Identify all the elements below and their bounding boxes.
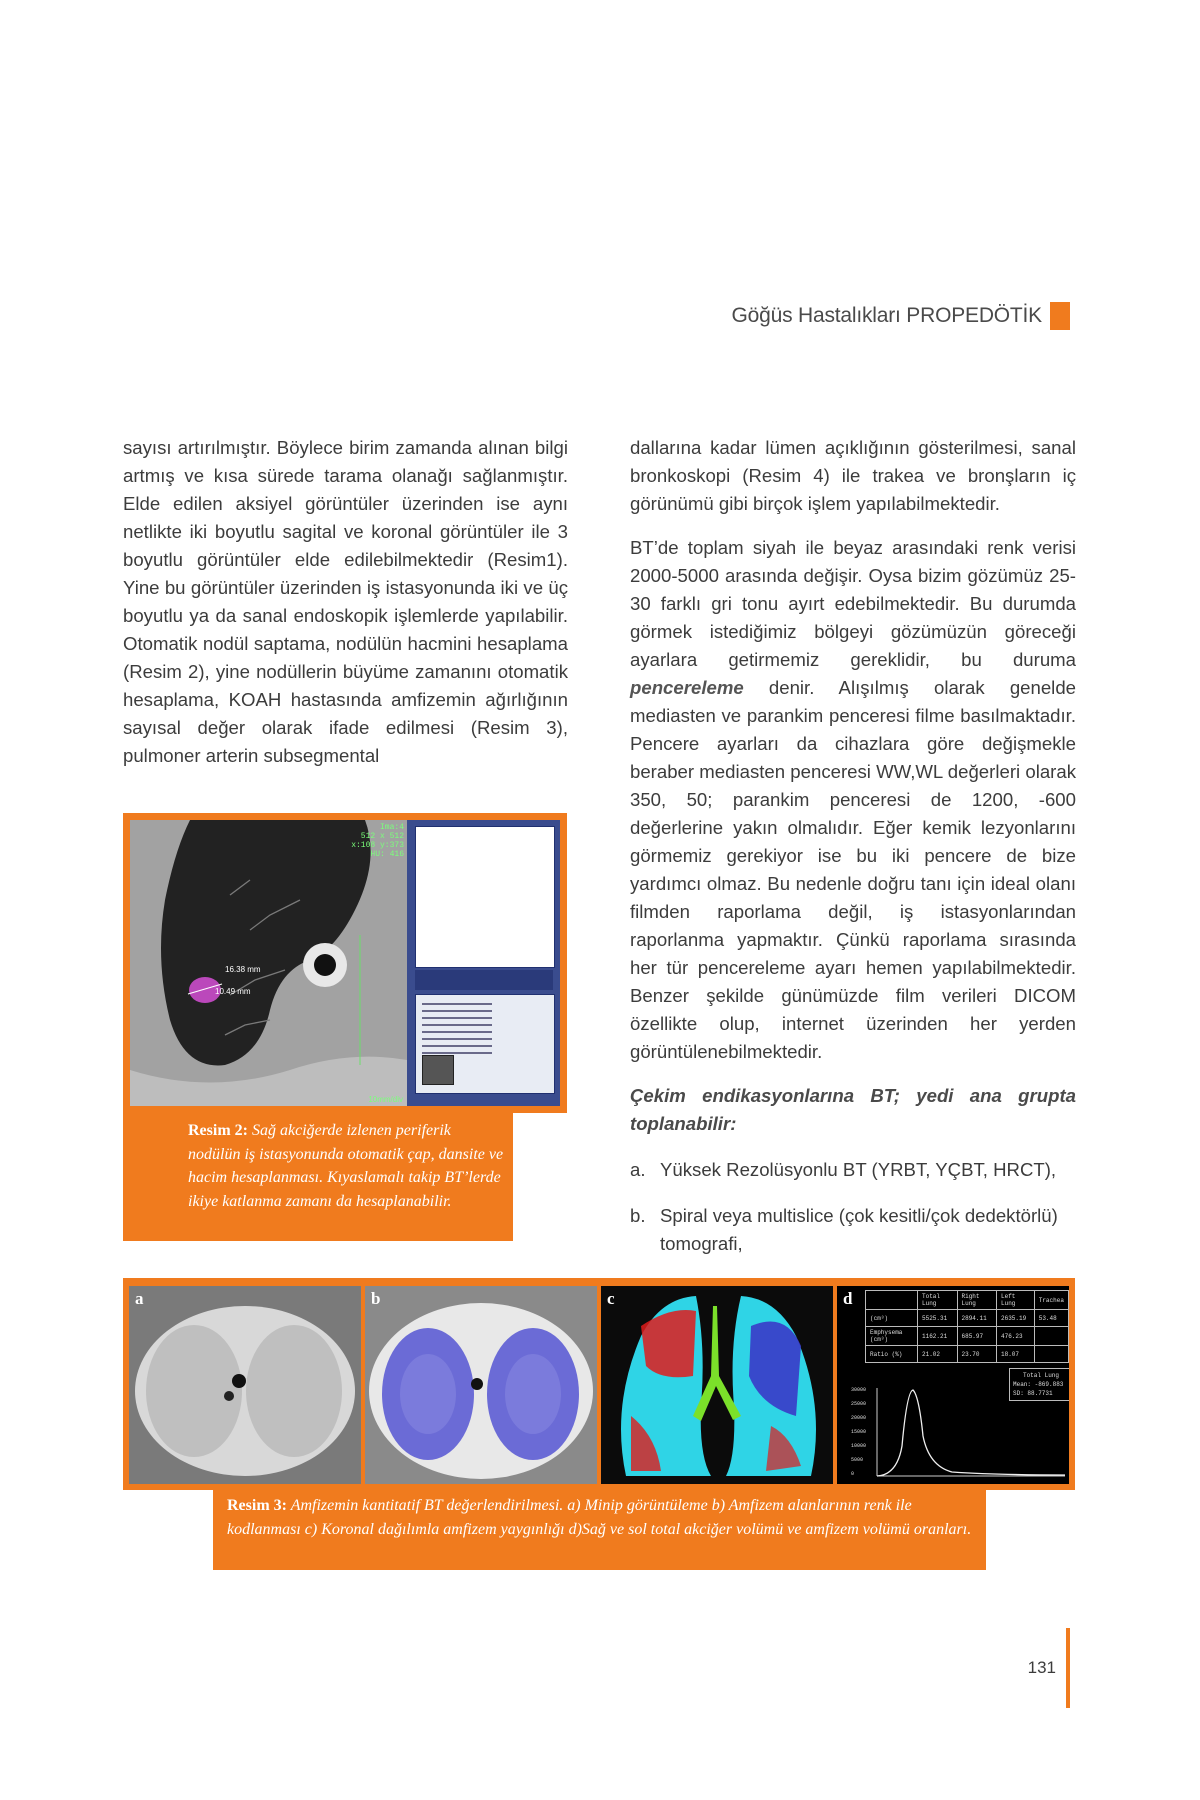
y-tick: 0: [851, 1471, 855, 1477]
table-cell: 2894.11: [957, 1310, 997, 1327]
list-item: [630, 1202, 1076, 1258]
workstation-panel: [407, 820, 560, 1106]
list-item: [630, 1156, 1076, 1184]
table-header: Right Lung: [957, 1291, 997, 1310]
panel-label: b: [371, 1289, 381, 1308]
figure-3-caption: [213, 1490, 986, 1570]
panel-label: d: [843, 1289, 853, 1308]
minip-lung-graphic: [129, 1286, 361, 1484]
list-letter: b.: [630, 1205, 646, 1226]
legend-mean: Mean: -869.883: [1013, 1381, 1064, 1388]
header-accent-block: [1050, 302, 1070, 330]
measure-label-2: 10.49 mm: [215, 987, 251, 996]
figure-3: [123, 1278, 1075, 1490]
table-cell: 18.07: [997, 1346, 1035, 1363]
table-cell: 23.70: [957, 1346, 997, 1363]
indications-subheading: Çekim endikasyonlarına BT; yedi ana grupta toplanabilir:: [630, 1085, 1076, 1134]
y-tick: 15000: [851, 1429, 867, 1435]
coronal-lung-graphic: [601, 1286, 833, 1484]
y-tick: 30000: [851, 1387, 867, 1393]
toolbar: [415, 970, 553, 990]
page-number: 131: [1027, 1658, 1056, 1677]
nodule-details-panel: [415, 994, 555, 1094]
table-cell: Ratio (%): [866, 1346, 918, 1363]
readout-line: Ima:4: [379, 823, 404, 832]
emphasized-term: pencereleme: [630, 677, 744, 698]
table-cell: 476.23: [997, 1327, 1035, 1346]
table-header: Trachea: [1034, 1291, 1068, 1310]
table-header: Left Lung: [997, 1291, 1035, 1310]
panel-c-coronal: [601, 1286, 833, 1484]
list-text: Spiral veya multislice (çok kesitli/çok dedektörlü) tomografi,: [660, 1205, 1058, 1254]
legend-sd: SD: 88.7731: [1013, 1390, 1053, 1397]
table-cell: 21.02: [918, 1346, 958, 1363]
table-cell: 53.48: [1034, 1310, 1068, 1327]
paragraph-2-part-b: denir. Alışılmış olarak genelde mediasten ve parankim penceresi filme basılmaktadır. Pencere ayarları da cihazlara göre değişmekle beraber mediasten penceresi WW,WL değerleri olarak 350, 50; parankim penceresi de 1200, -600 değerlerine yakın olmalıdır. Eğer kemik lezyonlarını görmemiz gerekiyor ise bu iki pencere de bize yardımcı olmaz. Bu nedenle doğru tanı için ideal olanı filmden raporlama değil, iş istasyonlarından raporlanma yapmaktır. Çünkü raporlama sırasında her tür pencereleme ayarı hemen yapılabilmektedir. Benzer şekilde günümüzde film verileri DICOM özellikte olup, internet üzerinden her yerden görüntülenebilmektedir.: [630, 677, 1076, 1062]
table-cell: Emphysema (cm³): [866, 1327, 918, 1346]
paragraph-2-part-a: BT’de toplam siyah ile beyaz arasındaki renk verisi 2000-5000 arasında değişir. Oysa bizim gözümüz 25-30 farklı gri tonu ayırt edebilmektedir. Bu durumda görmek istediğimiz bölgeyi gözümüzün göreceği ayarlara getirmemiz gereklidir, bu duruma: [630, 537, 1076, 670]
table-cell: 1162.21: [918, 1327, 958, 1346]
image-readout: [351, 823, 404, 859]
caption-label: Resim 3:: [227, 1497, 287, 1514]
caption-text: Sağ akciğerde izlenen periferik nodülün iş istasyonunda otomatik çap, dansite ve hacim hesaplanması. Kıyaslamalı takip BT’lerde ikiye katlanma zamanı da hesaplanabilir.: [188, 1122, 504, 1210]
page-footer: [1028, 1628, 1070, 1708]
book-title: Göğüs Hastalıkları PROPEDÖTİK: [731, 304, 1042, 327]
y-tick: 20000: [851, 1415, 867, 1421]
list-letter: a.: [630, 1159, 646, 1180]
panel-label: c: [607, 1289, 615, 1308]
legend-title: Total Lung: [1022, 1372, 1059, 1379]
scale-label: 10mm/div: [368, 1095, 403, 1104]
y-tick: 25000: [851, 1401, 867, 1407]
table-header: Total Lung: [918, 1291, 958, 1310]
left-paragraph-1: sayısı artırılmıştır. Böylece birim zamanda alınan bilgi artmış ve kısa sürede tarama olanağı sağlanmıştır. Elde edilen aksiyel görüntüler üzerinden ise aynı netlikte iki boyutlu sagital ve koronal görüntüler ile 3 boyutlu görüntüler elde edilebilmektedir (Resim1). Yine bu görüntüler üzerinden iş istasyonunda iki ve üç boyutlu ya da sanal endoskopik işlemlerde yapılabilir. Otomatik nodül saptama, nodülün hacmini hesaplama (Resim 2), yine nodüllerin büyüme zamanını otomatik hesaplama, KOAH hastasında amfizemin ağırlığının sayısal değer olarak ifade edilmesi (Resim 3), pulmoner arterin subsegmental: [123, 437, 568, 766]
nodule-list-panel: [415, 826, 555, 968]
y-tick: 10000: [851, 1443, 867, 1449]
panel-label: a: [135, 1289, 144, 1308]
table-cell: 5525.31: [918, 1310, 958, 1327]
table-cell: 2635.19: [997, 1310, 1035, 1327]
table-cell: (cm³): [866, 1310, 918, 1327]
ct-scan-graphic: [130, 820, 407, 1106]
color-coded-lung-graphic: [365, 1286, 597, 1484]
right-column: [630, 434, 1076, 1276]
readout-line: x:108 y:373: [351, 841, 404, 850]
list-text: Yüksek Rezolüsyonlu BT (YRBT, YÇBT, HRCT),: [660, 1159, 1057, 1180]
y-tick: 5000: [851, 1457, 864, 1463]
figure-2-caption: [123, 1113, 513, 1241]
histogram-graphic: [837, 1286, 1069, 1484]
panel-a-minip: [129, 1286, 361, 1484]
ct-nodule-image: [130, 820, 407, 1106]
footer-accent-bar: [1066, 1628, 1070, 1708]
caption-text: Amfizemin kantitatif BT değerlendirilmesi. a) Minip görüntüleme b) Amfizem alanlarının renk ile kodlanması c) Koronal dağılımla amfizem yaygınlığı d)Sağ ve sol total akciğer volümü ve amfizem volümü oranları.: [227, 1497, 972, 1538]
panel-b-color-coded: [365, 1286, 597, 1484]
table-cell: 685.97: [957, 1327, 997, 1346]
measure-label-1: 16.38 mm: [225, 965, 261, 974]
readout-line: HU: 416: [370, 850, 404, 859]
caption-label: Resim 2:: [188, 1122, 248, 1139]
details-lines: [422, 1003, 492, 1059]
right-paragraph-2: [630, 534, 1076, 1066]
nodule-thumbnail: [422, 1055, 454, 1085]
running-header: [732, 302, 1070, 330]
figure-2: [123, 813, 567, 1113]
right-paragraph-1: dallarına kadar lümen açıklığının gösterilmesi, sanal bronkoskopi (Resim 4) ile trakea ve bronşların iç görünümü gibi birçok işlem yapılabilmektedir.: [630, 437, 1076, 514]
left-column: [123, 434, 568, 786]
readout-line: 512 x 512: [360, 832, 404, 841]
panel-d-volume-stats: [837, 1286, 1069, 1484]
